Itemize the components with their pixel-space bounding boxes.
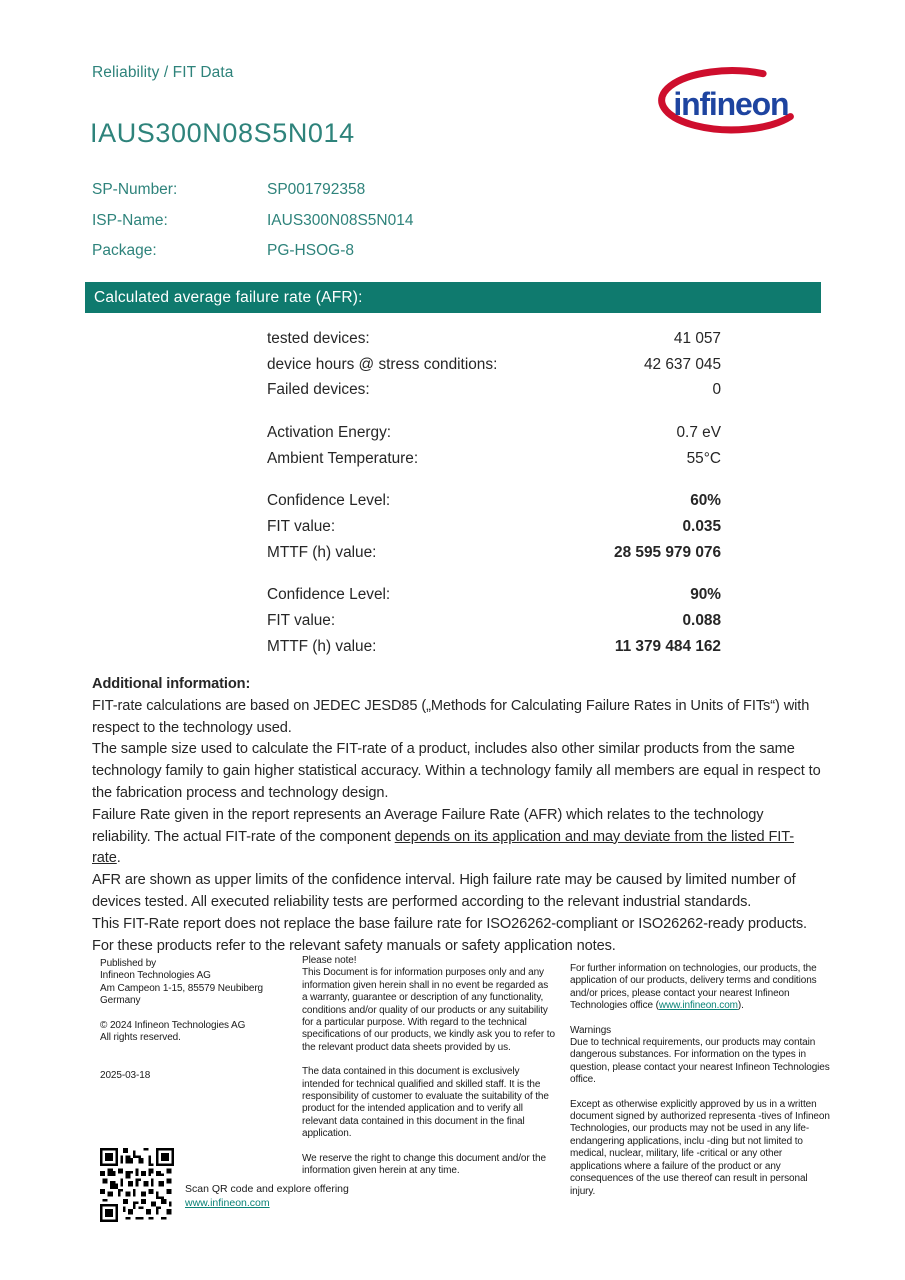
confidence-level-60-value: 60%: [690, 492, 721, 510]
additional-paragraph-failure-rate: [92, 805, 822, 870]
isp-name-label: ISP-Name:: [92, 211, 168, 229]
failed-devices-value: 0: [712, 381, 721, 399]
mttf-60-value: 28 595 979 076: [614, 543, 721, 561]
isp-name-value: IAUS300N08S5N014: [267, 211, 414, 229]
ambient-temperature-label: Ambient Temperature:: [267, 449, 419, 467]
afr-group-confidence-90: [267, 583, 721, 660]
package-label: Package:: [92, 242, 157, 260]
package-value: PG-HSOG-8: [267, 242, 354, 260]
fit-value-90-value: 0.088: [682, 612, 721, 630]
failure-rate-text: Failure Rate given in the report represents an Average Failure Rate (AFR) which relates to the technology reliability. The actual FIT-rate of the component: [92, 806, 764, 845]
additional-paragraph-iso26262: This FIT-Rate report does not replace the base failure rate for ISO26262-compliant or ISO26262-ready products. For these products refer to the relevant safety manuals or safety application notes.: [92, 915, 808, 954]
afr-table: [267, 326, 721, 677]
product-info-row-isp-name: [92, 212, 592, 243]
mttf-90-label: MTTF (h) value:: [267, 637, 377, 655]
infineon-logo: [650, 56, 806, 146]
table-row-tested-devices: [267, 326, 721, 352]
note-paragraph-skilled-staff: The data contained in this document is exclusively intended for technical qualified and skilled staff. It is the responsibility of customer to evaluate the suitability of the product for the intended application and to verify all relevant data contained in this document in the final application.: [302, 1066, 549, 1140]
additional-information-section: [92, 674, 822, 957]
sp-number-value: SP001792358: [267, 181, 366, 198]
activation-energy-label: Activation Energy:: [267, 423, 392, 441]
product-info-row-package: [92, 242, 592, 273]
infineon-logo-graphic: [650, 56, 806, 146]
additional-information-heading: Additional information:: [92, 676, 251, 692]
sp-number-label: SP-Number:: [92, 181, 178, 198]
publisher-name: Infineon Technologies AG: [100, 970, 211, 982]
confidence-level-60-label: Confidence Level:: [267, 492, 391, 510]
table-row-fit-value-90: [267, 608, 721, 634]
additional-paragraph-sample-size: The sample size used to calculate the FIT-rate of a product, includes also other similar products from the same technology family to gain higher statistical accuracy. Within a technology family all members are equal in respect to the fabrication process and technology design.: [92, 741, 821, 801]
note-paragraph-information-purposes: This Document is for information purposes only and any information given herein shall in no event be regarded as a warranty, guarantee or description of any functionality, conditions and/or quality of our products or any suitability for a particular purpose. With regard to the technical specifications of our products, we kindly ask you to refer to the relevant product data sheets provided by us.: [302, 967, 555, 1053]
table-row-confidence-level-90: [267, 583, 721, 609]
ambient-temperature-value: 55°C: [686, 449, 721, 467]
failure-rate-underlined-text: depends on its application and may deviate from the listed FIT-rate: [92, 828, 795, 867]
table-row-failed-devices: [267, 377, 721, 403]
page-title: IAUS300N08S5N014: [90, 118, 355, 148]
product-info-row-sp-number: [92, 181, 592, 212]
footer-publisher-column: [100, 958, 292, 1083]
table-row-mttf-90: [267, 634, 721, 660]
additional-paragraph-upper-limits: AFR are shown as upper limits of the confidence interval. High failure rate may be caused by limited number of devices tested. All executed reliability tests are performed according to the relevant industrial standards.: [92, 872, 796, 910]
note-paragraph-right-to-change: We reserve the right to change this document and/or the information given herein at any time.: [302, 1152, 546, 1177]
table-row-activation-energy: [267, 420, 721, 446]
failed-devices-label: Failed devices:: [267, 381, 370, 399]
publisher-country: Germany: [100, 995, 141, 1007]
tested-devices-value: 41 057: [673, 329, 721, 347]
further-information-paragraph: [570, 963, 834, 1013]
logo-wordmark: infineon: [673, 86, 789, 123]
warnings-paragraph: Due to technical requirements, our products may contain dangerous substances. For information on the types in question, please contact your nearest Infineon Technologies office.: [570, 1037, 830, 1086]
footer-note-column: [302, 955, 555, 1178]
liability-paragraph: Except as otherwise explicitly approved by us in a written document signed by authorized representa -tives of Infineon Technologies, our products may not be used in any life-endangering applications, inclu -ding but not limited to medical, nuclear, military, life -critical or any other applications where a failure of the product or any consequences of the use thereof can result in personal injury.: [570, 1098, 830, 1197]
document-type-label: Reliability / FIT Data: [92, 64, 234, 81]
copyright-line: © 2024 Infineon Technologies AG: [100, 1019, 246, 1031]
further-info-text: For further information on technologies, our products, the application of our products, delivery terms and conditions and/or prices, please contact your nearest Infineon Technologies office (: [570, 963, 817, 1012]
table-row-device-hours: [267, 352, 721, 378]
confidence-level-90-value: 90%: [690, 586, 721, 604]
qr-code-graphic: [100, 1148, 174, 1222]
please-note-heading: Please note!: [302, 955, 357, 966]
qr-code: [100, 1148, 174, 1222]
footer-warnings-column: [570, 963, 834, 1198]
tested-devices-label: tested devices:: [267, 329, 370, 347]
publisher-address: Am Campeon 1-15, 85579 Neubiberg: [100, 982, 264, 994]
product-info: [92, 181, 592, 273]
device-hours-label: device hours @ stress conditions:: [267, 355, 498, 373]
rights-reserved-line: All rights reserved.: [100, 1032, 181, 1044]
table-row-ambient-temperature: [267, 446, 721, 472]
table-row-confidence-level-60: [267, 488, 721, 514]
confidence-level-90-label: Confidence Level:: [267, 586, 391, 604]
further-info-closing: ).: [737, 1000, 744, 1012]
warnings-heading: Warnings: [570, 1024, 612, 1036]
activation-energy-value: 0.7 eV: [676, 423, 721, 441]
device-hours-value: 42 637 045: [643, 355, 721, 373]
fit-value-60-label: FIT value:: [267, 517, 336, 535]
qr-website-link[interactable]: www.infineon.com: [185, 1197, 270, 1209]
afr-group-confidence-60: [267, 488, 721, 565]
published-by-label: Published by: [100, 958, 157, 969]
afr-group-stats: [267, 326, 721, 403]
failure-rate-period: .: [116, 850, 121, 867]
infineon-website-link[interactable]: www.infineon.com: [658, 1000, 738, 1012]
afr-group-conditions: [267, 420, 721, 471]
afr-section-banner: Calculated average failure rate (AFR):: [85, 282, 821, 313]
additional-paragraph-jedec: FIT-rate calculations are based on JEDEC JESD85 („Methods for Calculating Failure Rates in Units of FITs“) with respect to the technology used.: [92, 697, 810, 736]
fit-value-60-value: 0.035: [682, 517, 721, 535]
document-date: 2025-03-18: [100, 1070, 151, 1082]
mttf-90-value: 11 379 484 162: [614, 637, 721, 655]
qr-caption: Scan QR code and explore offering: [185, 1183, 349, 1195]
table-row-mttf-60: [267, 540, 721, 566]
mttf-60-label: MTTF (h) value:: [267, 543, 377, 561]
table-row-fit-value-60: [267, 514, 721, 540]
fit-value-90-label: FIT value:: [267, 612, 336, 630]
